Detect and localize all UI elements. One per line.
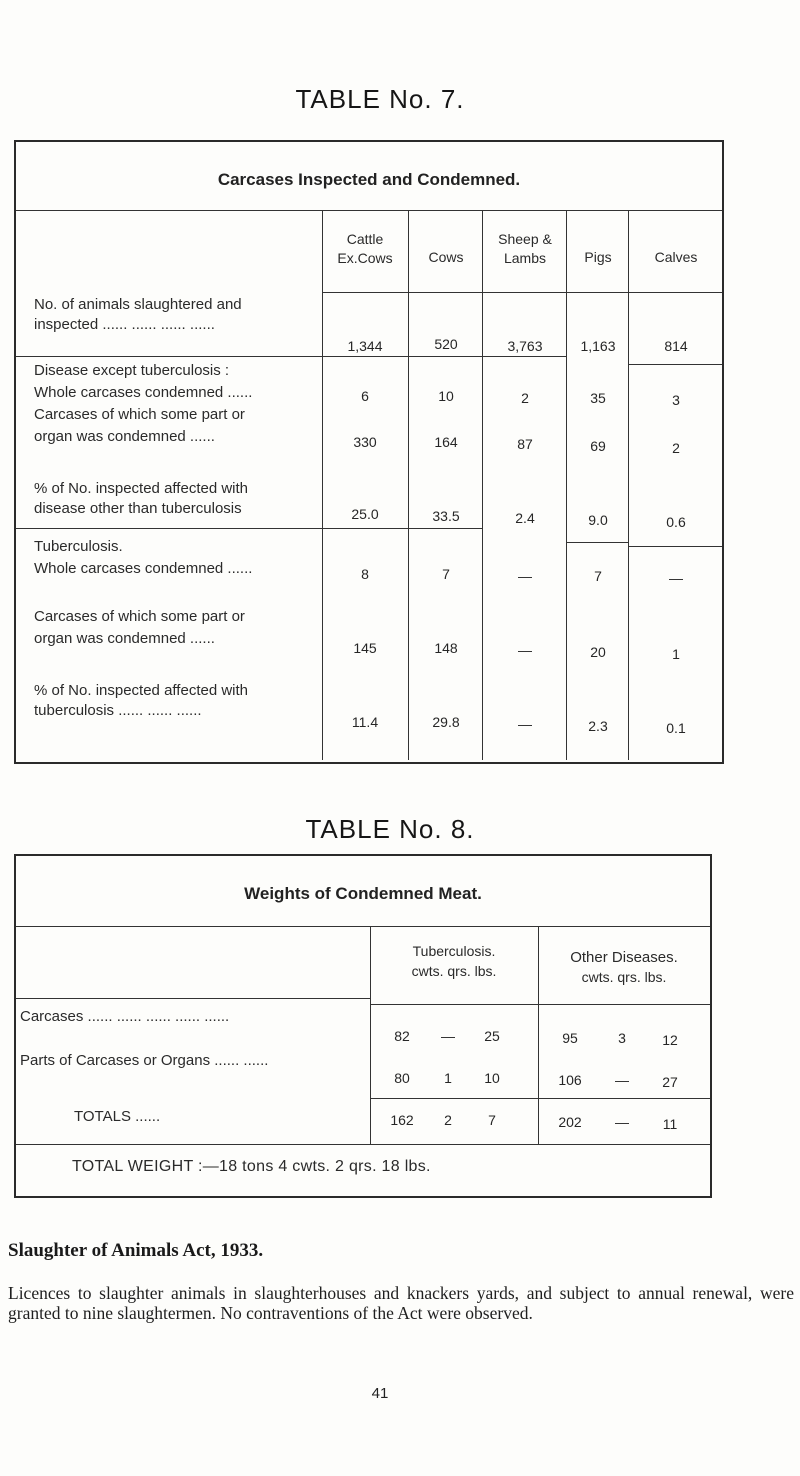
cell: 1 (672, 646, 680, 662)
divider (370, 926, 371, 1144)
row-label-carcases: Carcases ...... ...... ...... ...... ...... (20, 1008, 230, 1025)
divider (538, 926, 539, 1144)
table8-title: TABLE No. 8. (305, 814, 475, 844)
total-weight: TOTAL WEIGHT :—18 tons 4 cwts. 2 qrs. 18 lbs. (72, 1158, 431, 1175)
cell: — (441, 1028, 455, 1044)
row-label-disease-whole: Whole carcases condemned ...... (34, 384, 253, 401)
row-label-tb-whole: Whole carcases condemned ...... (34, 560, 253, 577)
cell: 520 (434, 336, 458, 352)
cell: 145 (353, 640, 377, 656)
cell: 1,163 (580, 338, 616, 354)
cell: 7 (442, 566, 450, 582)
table8 (14, 854, 712, 1198)
cell: 8 (361, 566, 369, 582)
cell: 95 (562, 1030, 578, 1046)
cell: 148 (434, 640, 458, 656)
cell: 106 (558, 1072, 582, 1088)
divider (16, 356, 566, 357)
cell: 10 (438, 388, 454, 404)
divider (16, 528, 482, 529)
cell: 330 (353, 434, 377, 450)
col-header-pigs: Pigs (584, 249, 612, 265)
cell: 20 (590, 644, 606, 660)
cell: 202 (558, 1114, 582, 1130)
section-title: Slaughter of Animals Act, 1933. (8, 1240, 264, 1261)
table7 (14, 140, 724, 764)
col-header-cows: Cows (428, 249, 464, 265)
divider (628, 364, 722, 365)
cell: 80 (394, 1070, 410, 1086)
cell: 162 (390, 1112, 414, 1128)
cell: 2 (521, 390, 529, 406)
cell: 0.1 (666, 720, 686, 736)
cell: — (518, 716, 532, 732)
row-label-disease-part-1: Carcases of which some part or (34, 406, 245, 423)
cell: 2 (444, 1112, 452, 1128)
cell: 35 (590, 390, 606, 406)
cell: — (518, 568, 532, 584)
cell: 29.8 (432, 714, 460, 730)
divider (628, 546, 722, 547)
cell: 25.0 (351, 506, 379, 522)
col-header-sheep: Sheep & Lambs (498, 231, 552, 266)
divider (370, 1004, 710, 1005)
row-label-tb-part-2: organ was condemned ...... (34, 630, 215, 647)
cell: 3 (618, 1030, 626, 1046)
cell: 11.4 (351, 714, 379, 730)
cell: 2.3 (588, 718, 608, 734)
row-label-disease-part-2: organ was condemned ...... (34, 428, 215, 445)
cell: 11 (662, 1116, 678, 1132)
col-header-tuberculosis: Tuberculosis. (412, 943, 496, 959)
cell: 3 (672, 392, 680, 408)
table7-title: TABLE No. 7. (295, 84, 465, 114)
row-label-inspected-2: inspected ...... ...... ...... ...... (34, 316, 215, 333)
cell: — (669, 570, 683, 586)
cell: 27 (662, 1074, 678, 1090)
divider (16, 210, 722, 211)
row-label-tb-pct-1: % of No. inspected affected with (34, 682, 249, 699)
cell: 69 (590, 438, 606, 454)
cell: 7 (488, 1112, 496, 1128)
row-label-inspected-1: No. of animals slaughtered and (34, 296, 242, 313)
col-header-tb-units: cwts. qrs. lbs. (411, 963, 497, 979)
row-label-disease-pct-2: disease other than tuberculosis (34, 500, 242, 517)
cell: 25 (484, 1028, 500, 1044)
row-label-totals: TOTALS ...... (74, 1108, 161, 1125)
cell: 82 (394, 1028, 410, 1044)
divider (16, 998, 370, 999)
divider (16, 1144, 710, 1145)
cell: 1,344 (347, 338, 383, 354)
section-paragraph: Licences to slaughter animals in slaughterhouses and knackers yards, and subject to annual renewal, were granted to nine slaughtermen. No contraventions of the Act were observed. (8, 1283, 794, 1323)
row-label-parts: Parts of Carcases or Organs ...... ...... (20, 1052, 269, 1069)
cell: — (615, 1072, 629, 1088)
col-header-cattle: Cattle Ex.Cows (337, 231, 393, 266)
cell: 10 (484, 1070, 500, 1086)
row-label-disease-pct-1: % of No. inspected affected with (34, 480, 249, 497)
row-label-tb-pct-2: tuberculosis ...... ...... ...... (34, 702, 202, 719)
cell: 33.5 (432, 508, 460, 524)
col-header-other-diseases: Other Diseases. (570, 949, 678, 966)
cell: 2.4 (515, 510, 535, 526)
divider (566, 542, 628, 543)
cell: 2 (672, 440, 680, 456)
cell: 1 (444, 1070, 452, 1086)
cell: 3,763 (507, 338, 543, 354)
row-label-tb-part-1: Carcases of which some part or (34, 608, 245, 625)
cell: 814 (664, 338, 688, 354)
cell: — (615, 1114, 629, 1130)
cell: 164 (434, 434, 458, 450)
section-disease: Disease except tuberculosis : (34, 362, 230, 379)
cell: 6 (361, 388, 369, 404)
cell: 87 (517, 436, 533, 452)
cell: 12 (662, 1032, 678, 1048)
col-header-other-units: cwts. qrs. lbs. (581, 969, 667, 985)
cell: 9.0 (588, 512, 608, 528)
divider (370, 1098, 710, 1099)
divider (16, 926, 710, 927)
col-header-calves: Calves (654, 249, 698, 265)
cell: 7 (594, 568, 602, 584)
table8-caption: Weights of Condemned Meat. (244, 884, 482, 903)
cell: — (518, 642, 532, 658)
page-number: 41 (371, 1385, 389, 1402)
section-tuberculosis: Tuberculosis. (34, 538, 123, 555)
divider (322, 292, 722, 293)
table7-caption: Carcases Inspected and Condemned. (217, 170, 521, 189)
cell: 0.6 (666, 514, 686, 530)
